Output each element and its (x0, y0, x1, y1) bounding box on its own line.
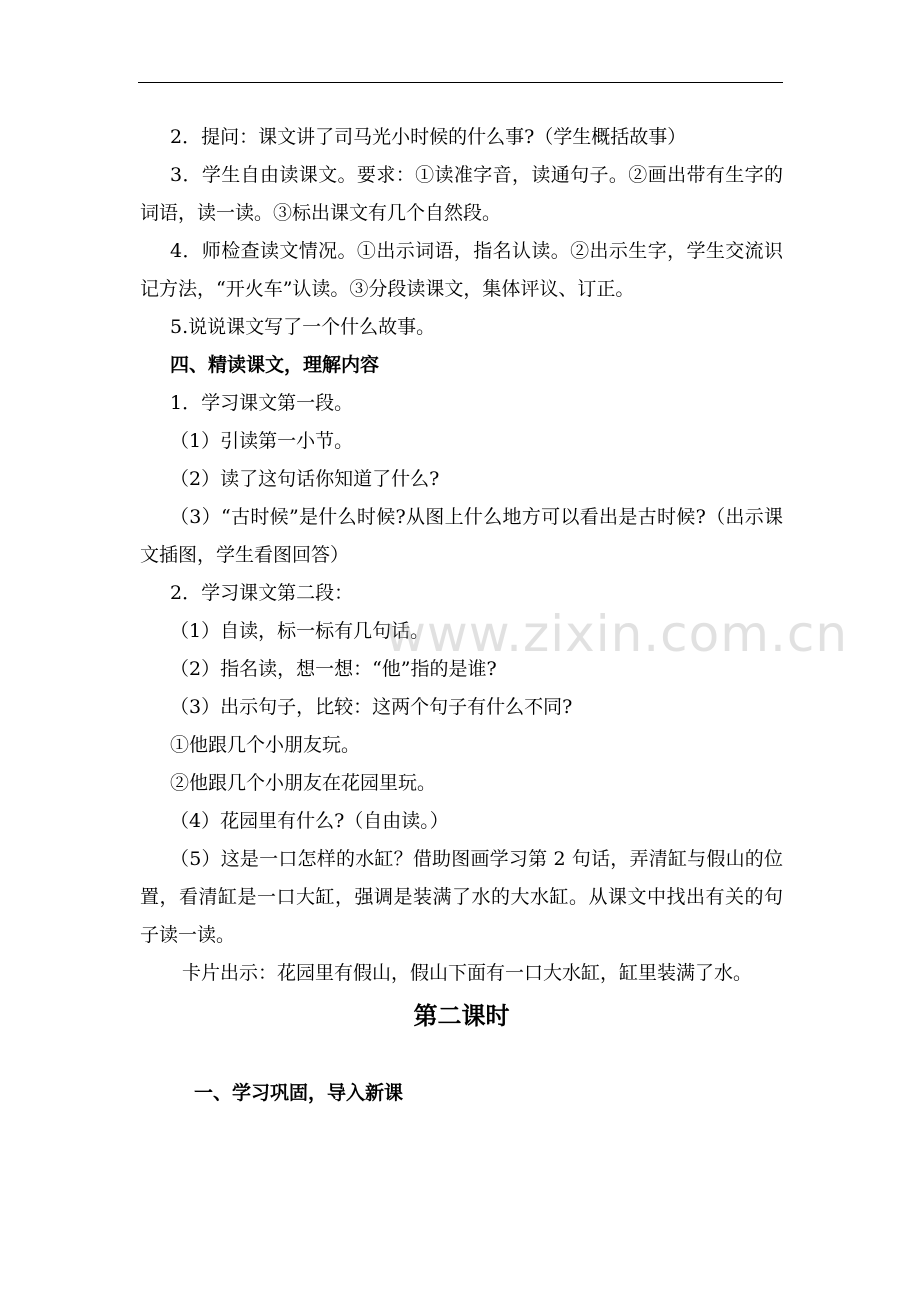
watermark: www.zixin.com.cn (385, 605, 849, 663)
example-sentence: ②他跟几个小朋友在花园里玩。 (170, 772, 437, 794)
heading-intensive-reading: 四、精读课文，理解内容 (170, 354, 380, 376)
list-item: （2）指名读，想一想：“他”指的是谁? (170, 658, 497, 680)
list-item: （5）这是一口怎样的水缸？借助图画学习第 2 句话，弄清缸与假山的位置，看清缸是一口大缸，强调是装满了水的大水缸。从课文中找出有关的句子读一读。 (140, 848, 783, 946)
section-heading: 一、学习巩固，导入新课 (194, 1082, 404, 1104)
list-item: （2）读了这句话你知道了什么? (170, 468, 440, 490)
document-body (140, 118, 783, 1112)
paragraph-first-section: 1．学习课文第一段。 (170, 392, 354, 414)
lesson-title: 第二课时 (413, 1001, 510, 1030)
header-rule (138, 82, 783, 83)
list-item: （3）出示句子，比较：这两个句子有什么不同? (170, 696, 573, 718)
paragraph-free-reading: 3．学生自由读课文。要求：①读准字音，读通句子。②画出带有生字的词语，读一读。③标出课文有几个自然段。 (140, 164, 783, 224)
list-item: （4）花园里有什么?（自由读。） (170, 810, 449, 832)
paragraph-second-section: 2．学习课文第二段： (170, 582, 354, 604)
list-item: （1）自读，标一标有几句话。 (170, 620, 430, 642)
list-item: （3）“古时候”是什么时候?从图上什么地方可以看出是古时候?（出示课文插图，学生看图回答） (140, 506, 783, 566)
paragraph-check-reading: 4．师检查读文情况。①出示词语，指名认读。②出示生字，学生交流识记方法，“开火车”认读。③分段读课文，集体评议、订正。 (140, 240, 783, 300)
list-item: （1）引读第一小节。 (170, 430, 354, 452)
example-sentence: ①他跟几个小朋友玩。 (170, 734, 361, 756)
card-display: 卡片出示：花园里有假山，假山下面有一口大水缸，缸里装满了水。 (182, 962, 753, 984)
paragraph-tell-story: 5.说说课文写了一个什么故事。 (170, 316, 436, 338)
paragraph-question: 2．提问：课文讲了司马光小时候的什么事?（学生概括故事） (170, 126, 687, 148)
